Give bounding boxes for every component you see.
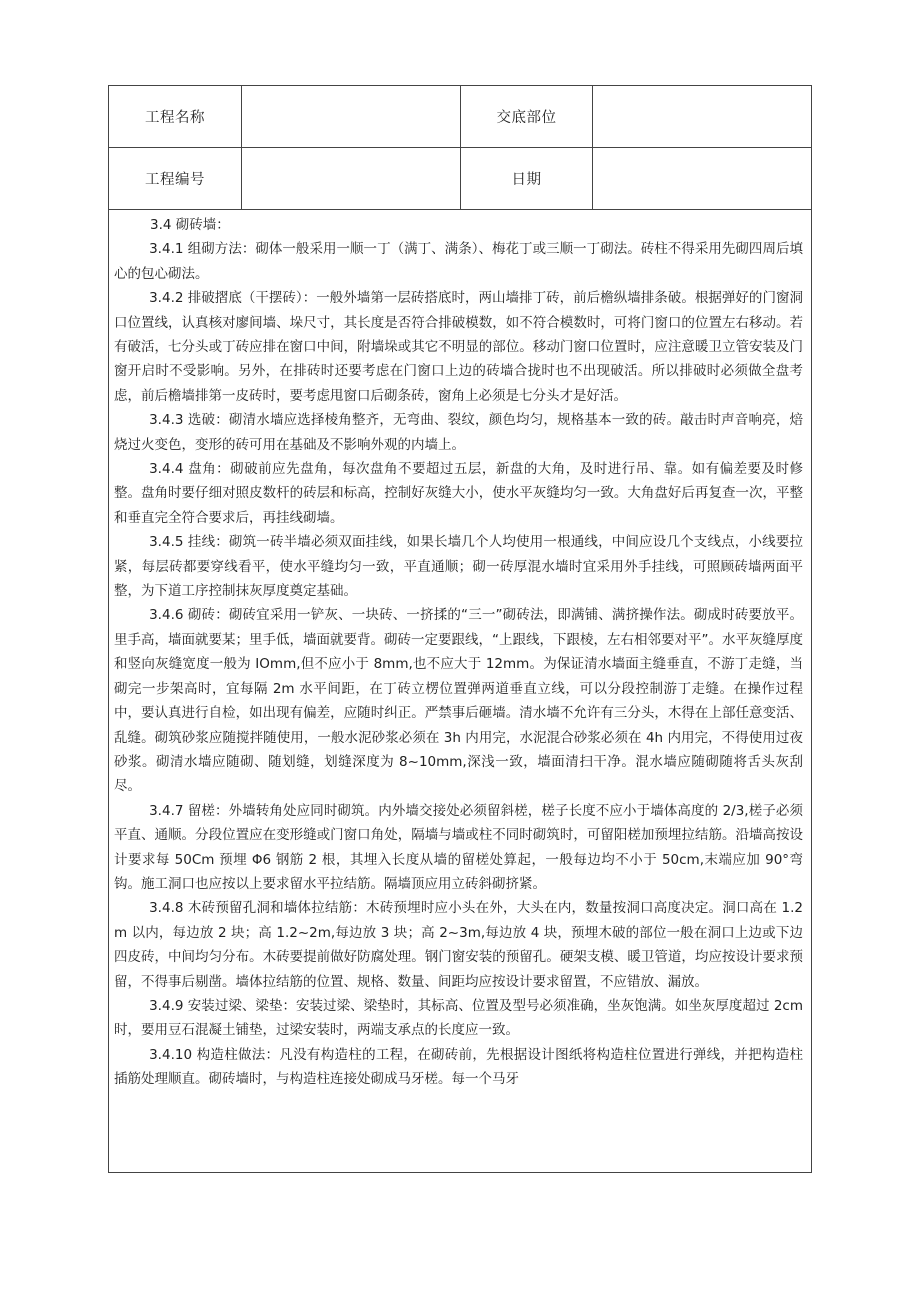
section-heading: 3.4 砌砖墙： (150, 217, 230, 233)
paragraph-3-4-7: 3.4.7 留槎：外墙转角处应同时砌筑。内外墙交接处必须留斜槎，槎子长度不应小于墙体高度的 2/3,槎子必须平直、通顺。分段位置应在变形缝或门窗口角处，隔墙与墙或柱不同时砌筑时，可留阳槎加预埋拉结筋。沿墙高按设计要求每 50Cm 预埋 Φ6 钢筋 2 根，其埋入长度从墙的留槎处算起，一般每边均不小于 50cm,末端应加 90°弯钩。施工洞口也应按以上要求留水平拉结筋。隔墙顶应用立砖斜砌挤紧。 (114, 802, 803, 892)
paragraph-3-4-3: 3.4.3 选破：砌清水墙应选择棱角整齐，无弯曲、裂纹，颜色均匀，规格基本一致的砖。敲击时声音响亮，焙烧过火变色，变形的砖可用在基础及不影响外观的内墙上。 (114, 412, 803, 453)
paragraph-3-4-2: 3.4.2 排破摺底（干摆砖）：一般外墙第一层砖搭底时，两山墙排丁砖，前后檐纵墙排条破。根据弹好的门窗洞口位置线，认真核对廖间墙、垛尺寸，其长度是否符合排破模数，如不符合模数时，可将门窗口的位置左右移动。若有破活，七分头或丁砖应排在窗口中间，附墙垛或其它不明显的部位。移动门窗口位置时，应注意暖卫立管安装及门窗开启时不受影响。另外，在排砖时还要考虑在门窗口上边的砖墙合拢时也不出现破活。所以排破时必须做全盘考虑，前后檐墙排第一皮砖时，要考虑甩窗口后砌条砖，窗角上必须是七分头才是好活。 (114, 290, 803, 404)
handover-part-label: 交底部位 (461, 86, 593, 147)
header-row-1 (109, 86, 811, 148)
handover-table (108, 85, 812, 1173)
paragraph-3-4-4: 3.4.4 盘角：砌破前应先盘角，每次盘角不要超过五层，新盘的大角，及时进行吊、靠。如有偏差要及时修整。盘角时要仔细对照皮数杆的砖层和标高，控制好灰缝大小，使水平灰缝均匀一致。大角盘好后再复查一次，平整和垂直完全符合要求后，再挂线砌墙。 (114, 461, 803, 526)
handover-content (109, 210, 811, 1172)
project-number-label: 工程编号 (109, 148, 242, 209)
paragraph-3-4-10: 3.4.10 构造柱做法：凡没有构造柱的工程，在砌砖前，先根据设计图纸将构造柱位置进行弹线，并把构造柱插筋处理顺直。砌砖墙时，与构造柱连接处砌成马牙槎。每一个马牙 (114, 1046, 803, 1088)
date-label: 日期 (461, 148, 593, 209)
handover-part-field[interactable] (593, 86, 811, 147)
date-field[interactable] (593, 148, 811, 209)
paragraph-3-4-1: 3.4.1 组砌方法：砌体一般采用一顺一丁（满丁、满条）、梅花丁或三顺一丁砌法。砖柱不得采用先砌四周后填心的包心砌法。 (114, 241, 803, 282)
project-number-field[interactable] (242, 148, 461, 209)
paragraph-3-4-5: 3.4.5 挂线：砌筑一砖半墙必须双面挂线，如果长墙几个人均使用一根通线，中间应设几个支线点，小线要拉紧，每层砖都要穿线看平，使水平缝均匀一致，平直通顺；砌一砖厚混水墙时宜采用外手挂线，可照顾砖墙两面平整，为下道工序控制抹灰厚度奠定基础。 (114, 534, 803, 600)
project-name-label: 工程名称 (109, 86, 242, 147)
paragraph-3-4-8: 3.4.8 木砖预留孔洞和墙体拉结筋：木砖预埋时应小头在外，大头在内，数量按洞口高度决定。洞口高在 1.2m 以内，每边放 2 块；高 1.2~2m,每边放 3 块；高 2~3m,每边放 4 块，预埋木破的部位一般在洞口上边或下边四皮砖，中间均匀分布。木砖要提前做好防腐处理。钢门窗安装的预留孔。硬架支模、暖卫管道，均应按设计要求预留，不得事后剔凿。墙体拉结筋的位置、规格、数量、间距均应按设计要求留置，不应错放、漏放。 (114, 900, 803, 990)
header-row-2 (109, 148, 811, 210)
project-name-field[interactable] (242, 86, 461, 147)
paragraph-3-4-6: 3.4.6 砌砖：砌砖宜采用一铲灰、一块砖、一挤揉的“三一”砌砖法，即满铺、满挤操作法。砌成时砖要放平。里手高，墙面就要某；里手低，墙面就要背。砌砖一定要跟线，“上跟线，下跟棱，左右相邻要对平”。水平灰缝厚度和竖向灰缝宽度一般为 IOmm,但不应小于 8mm,也不应大于 12mm。为保证清水墙面主缝垂直，不游丁走缝，当砌完一步架高时，宜每隔 2m 水平间距，在丁砖立楞位置弹两道垂直立线，可以分段控制游丁走缝。在操作过程中，要认真进行自检，如出现有偏差，应随时纠正。严禁事后砸墙。清水墙不允许有三分头，木得在上部任意变活、乱缝。砌筑砂浆应随搅拌随使用，一般水泥砂浆必须在 3h 内用完，水泥混合砂浆必须在 4h 内用完，不得使用过夜砂浆。砌清水墙应随砌、随划缝，划缝深度为 8~10mm,深浅一致，墙面清扫干净。混水墙应随砌随将舌头灰刮尽。 (114, 607, 803, 795)
paragraph-3-4-9: 3.4.9 安装过梁、梁垫：安装过梁、梁垫时，其标高、位置及型号必须准确，坐灰饱满。如坐灰厚度超过 2cm 时，要用豆石混凝土铺垫，过梁安装时，两端支承点的长度应一致。 (114, 997, 803, 1039)
